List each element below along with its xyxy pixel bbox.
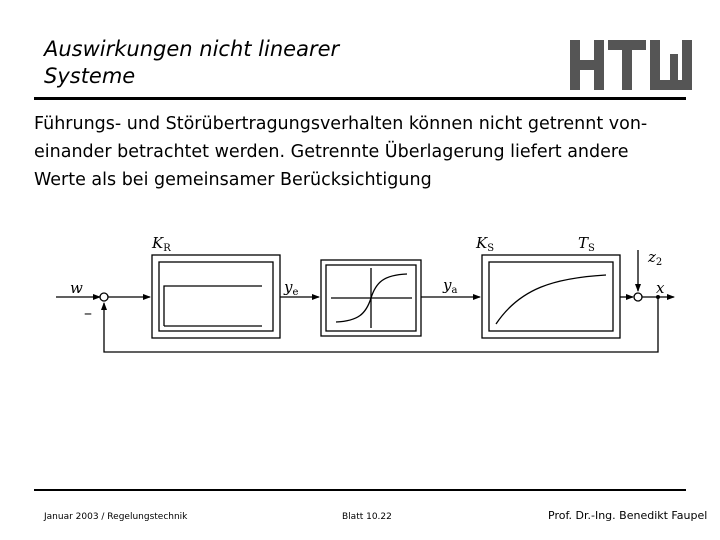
title-line-2: Systeme (44, 64, 136, 88)
plant-block (482, 255, 620, 338)
label-w: w (70, 279, 83, 297)
controller-curve (164, 286, 262, 326)
summing-junction-1 (100, 293, 108, 301)
body-line-3: Werte als bei gemeinsamer Berücksichtigung (34, 170, 432, 190)
top-divider (34, 97, 686, 100)
htw-logo (570, 40, 692, 90)
bottom-divider (34, 489, 686, 491)
slide-title (44, 36, 339, 90)
plant-step-response (496, 275, 606, 324)
body-line-2: einander betrachtet werden. Getrennte Überlagerung liefert andere (34, 142, 629, 162)
footer-author: Prof. Dr.-Ing. Benedikt Faupel (548, 509, 708, 522)
label-ye: $y_e$ (284, 278, 299, 298)
summing-junction-2 (634, 293, 642, 301)
title-line-1: Auswirkungen nicht linearer (44, 37, 340, 61)
body-text (34, 110, 694, 194)
label-ya: $y_a$ (443, 276, 458, 296)
body-line-1: Führungs- und Störübertragungsverhalten können nicht getrennt von- (34, 114, 648, 134)
footer-course: Januar 2003 / Regelungstechnik (44, 512, 188, 522)
label-ts: $T_S$ (578, 234, 595, 254)
label-minus: – (84, 303, 92, 322)
label-z2: $z_2$ (648, 248, 663, 268)
feedback-line (104, 297, 658, 352)
label-kr: $K_R$ (152, 234, 171, 254)
label-x: x (656, 279, 665, 297)
footer-page: Blatt 10.22 (342, 512, 392, 522)
control-loop-diagram (40, 218, 680, 378)
label-ks: $K_S$ (476, 234, 495, 254)
